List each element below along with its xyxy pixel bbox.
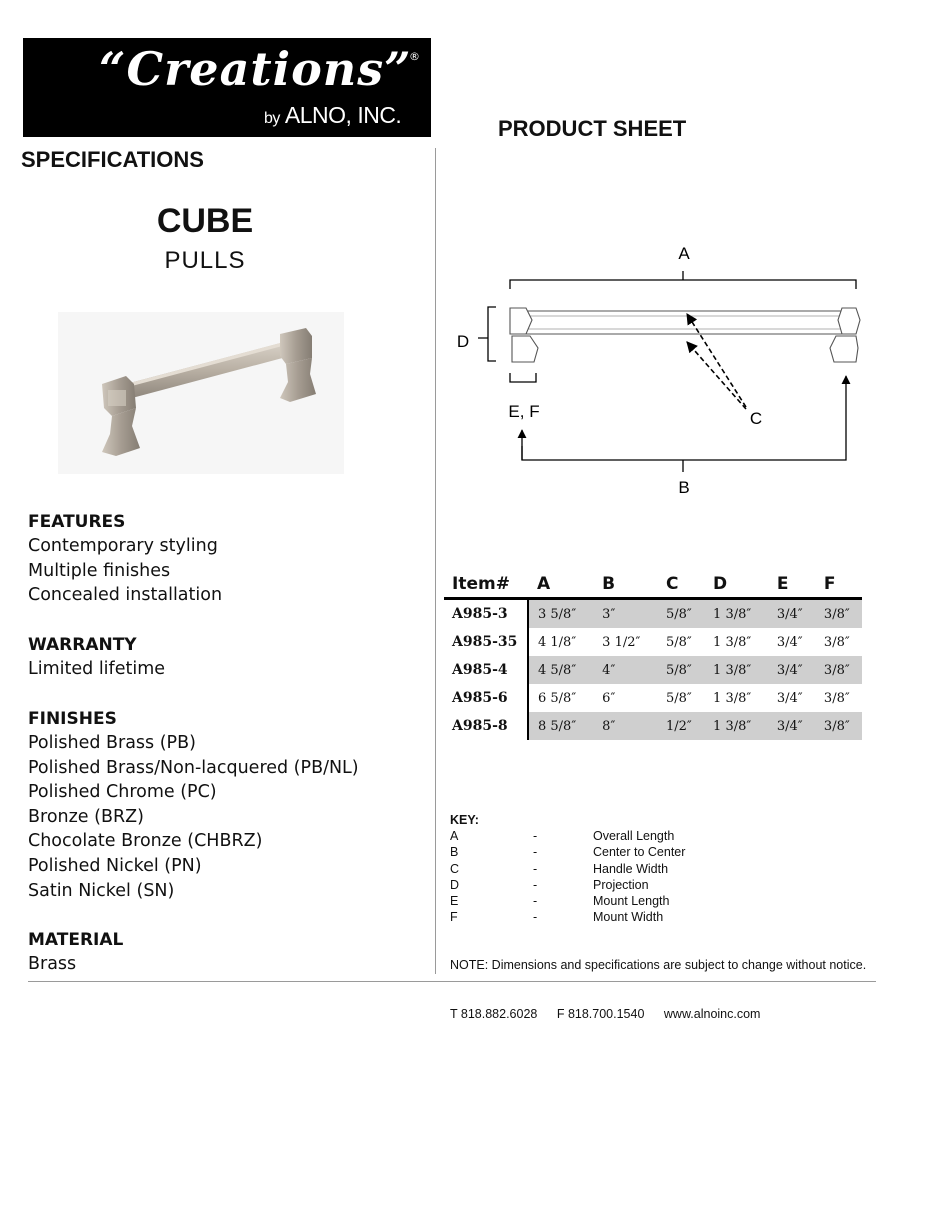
key-text: Mount Width	[593, 910, 664, 925]
cell-b: 6″	[602, 690, 616, 706]
label-b: B	[678, 478, 690, 497]
cell-d: 1 3/8″	[704, 712, 768, 740]
key-dash: -	[533, 894, 538, 909]
cell-item: A985-8	[444, 712, 528, 740]
finish-item: Bronze (BRZ)	[28, 806, 144, 827]
label-d: D	[456, 332, 470, 351]
disclaimer-note: NOTE: Dimensions and specifications are subject to change without notice.	[450, 958, 867, 972]
key-letter: E	[450, 894, 459, 909]
key-letter: F	[450, 910, 458, 925]
cell-b: 3″	[593, 599, 657, 629]
cell-d: 1 3/8″	[713, 690, 752, 706]
warranty-section	[28, 633, 165, 682]
finishes-section	[28, 707, 359, 903]
horizontal-divider	[28, 981, 876, 982]
cell-a: 8 5/8″	[528, 712, 593, 740]
key-row	[450, 910, 664, 926]
cell-item: A985-6	[444, 684, 528, 712]
key-row	[450, 894, 670, 910]
finish-item: Polished Brass/Non-lacquered (PB/NL)	[28, 757, 359, 778]
col-header-c: C	[657, 571, 704, 599]
col-header-item: Item#	[444, 571, 528, 599]
cell-c: 5/8″	[666, 634, 692, 650]
key-text: Projection	[593, 877, 649, 892]
cell-e: 3/4″	[768, 656, 815, 684]
cell-c: 5/8″	[657, 599, 704, 629]
cell-e: 3/4″	[768, 712, 815, 740]
warranty-title: WARRANTY	[28, 635, 137, 655]
key-dash: -	[533, 829, 538, 843]
fax-number: F 818.700.1540	[556, 1007, 645, 1021]
key-row	[450, 861, 669, 878]
col-header-e: E	[768, 571, 815, 599]
product-name: CUBE	[156, 202, 254, 240]
cell-item: A985-4	[444, 656, 528, 684]
feature-item: Contemporary styling	[28, 536, 218, 556]
features-title: FEATURES	[28, 512, 126, 532]
cell-item: A985-3	[444, 599, 528, 629]
vertical-divider	[435, 148, 436, 974]
key-row	[450, 877, 649, 894]
cell-c: 1/2″	[657, 712, 704, 740]
cell-b: 3 1/2″	[602, 634, 641, 650]
key-dash: -	[533, 877, 538, 892]
key-text: Overall Length	[593, 829, 675, 843]
table-row	[444, 599, 862, 629]
registered-mark: ®	[409, 50, 420, 63]
cell-a: 3 5/8″	[528, 599, 593, 629]
label-a: A	[678, 244, 690, 263]
cell-d: 1 3/8″	[704, 656, 768, 684]
cell-b: 4″	[593, 656, 657, 684]
cell-a: 4 1/8″	[538, 634, 577, 650]
features-section	[28, 510, 222, 608]
finish-item: Polished Chrome (PC)	[28, 782, 217, 803]
cell-f: 3/8″	[823, 634, 850, 650]
table-row	[444, 656, 862, 684]
cell-d: 1 3/8″	[713, 634, 752, 650]
key-letter: B	[450, 845, 459, 860]
dimension-key	[450, 813, 686, 927]
cell-a: 6 5/8″	[538, 690, 577, 706]
cell-a: 4 5/8″	[528, 656, 593, 684]
logo-by: by	[264, 110, 280, 127]
table-row	[444, 628, 862, 656]
col-header-d: D	[704, 571, 768, 599]
key-row	[450, 829, 675, 845]
cell-e: 3/4″	[768, 599, 815, 629]
cell-f: 3/8″	[815, 656, 862, 684]
logo-company	[264, 102, 401, 129]
product-sheet-heading: PRODUCT SHEET	[498, 116, 687, 141]
finishes-title: FINISHES	[28, 709, 117, 729]
key-text: Center to Center	[593, 845, 686, 860]
key-letter: A	[450, 829, 459, 843]
key-dash: -	[533, 845, 538, 860]
key-text: Handle Width	[593, 861, 669, 876]
logo-company-name: ALNO, INC.	[284, 102, 402, 128]
logo-brand-text: “Creations”	[99, 42, 412, 96]
key-dash: -	[533, 910, 538, 925]
cell-c: 5/8″	[666, 690, 692, 706]
cell-c: 5/8″	[657, 656, 704, 684]
label-c: C	[749, 409, 763, 428]
cell-f: 3/8″	[815, 599, 862, 629]
label-ef: E, F	[508, 402, 540, 421]
brand-logo	[23, 38, 431, 137]
key-title: KEY:	[450, 813, 479, 827]
key-letter: D	[450, 877, 460, 892]
website-link[interactable]: www.alnoinc.com	[663, 1007, 761, 1021]
feature-item: Multiple finishes	[28, 560, 171, 581]
finish-item: Chocolate Bronze (CHBRZ)	[28, 831, 263, 852]
col-header-b: B	[593, 571, 657, 599]
phone-number: T 818.882.6028	[450, 1007, 538, 1021]
cell-f: 3/8″	[823, 690, 850, 706]
warranty-item: Limited lifetime	[28, 659, 166, 679]
product-type: PULLS	[164, 247, 246, 274]
material-section	[28, 928, 123, 977]
finish-item: Polished Brass (PB)	[28, 733, 196, 753]
cell-b: 8″	[593, 712, 657, 740]
contact-info	[450, 1007, 776, 1021]
cell-d: 1 3/8″	[704, 599, 768, 629]
table-header-row	[444, 571, 862, 599]
finish-item: Polished Nickel (PN)	[28, 855, 202, 876]
finish-item: Satin Nickel (SN)	[28, 880, 175, 901]
table-row	[444, 684, 862, 712]
key-letter: C	[450, 861, 460, 876]
specifications-heading: SPECIFICATIONS	[21, 147, 204, 172]
cell-e: 3/4″	[776, 690, 803, 706]
key-text: Mount Length	[593, 894, 670, 909]
col-header-f: F	[815, 571, 862, 599]
key-row	[450, 845, 686, 861]
dimensions-table	[444, 571, 862, 740]
product-photo	[58, 312, 344, 474]
dimension-diagram	[450, 240, 880, 500]
table-row	[444, 712, 862, 740]
cell-e: 3/4″	[776, 634, 803, 650]
col-header-a: A	[528, 571, 593, 599]
cell-item: A985-35	[444, 628, 528, 656]
feature-item: Concealed installation	[28, 585, 223, 606]
material-title: MATERIAL	[28, 930, 124, 950]
cell-f: 3/8″	[815, 712, 862, 740]
material-item: Brass	[28, 954, 77, 974]
key-dash: -	[533, 861, 538, 876]
